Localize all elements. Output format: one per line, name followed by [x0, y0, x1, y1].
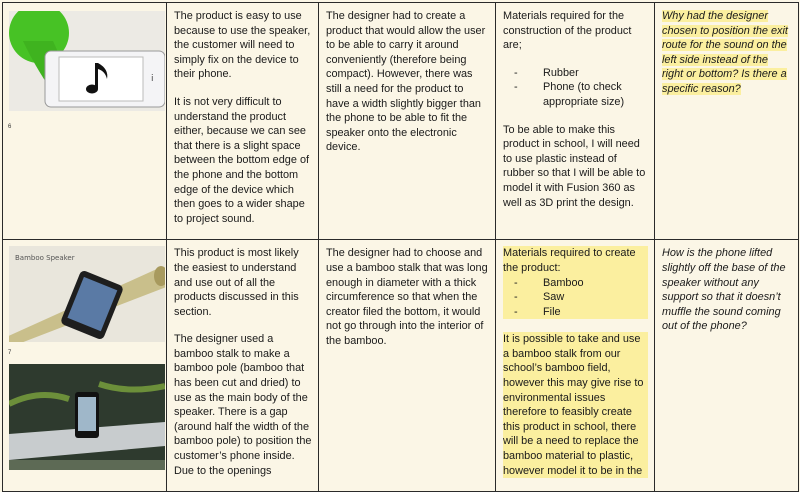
product-photo: [9, 364, 165, 470]
svg-text:i: i: [151, 74, 154, 84]
cell-text: The designer had to choose and use a bamboo stalk that was long enough in diameter with a thick circumference so that when the creator filed the bottom, it would not go through into the interior of the bamboo.: [326, 247, 488, 347]
materials-cell: [496, 240, 655, 492]
cell-text: The designer had to create a product that would allow the user to be able to carry it around conveniently (therefore being compact). However, there was still a need for the product to have a width slightly bigger than the phone to be able to fit the speaker onto the electronic device.: [326, 10, 486, 154]
materials-note: To be able to make this product in school, I will need to use plastic instead of rubber so that I will be able to model it with Fusion 360 as well as 3D print the design.: [503, 123, 646, 209]
table-row: [3, 3, 799, 240]
product-image-cell: [3, 240, 167, 492]
design-cell: [319, 240, 496, 492]
materials-intro: Materials required for the construction of the product are;: [503, 10, 632, 52]
list-item: - Bamboo: [503, 276, 648, 291]
materials-intro: Materials required to create the product:: [503, 246, 648, 275]
question-cell: [655, 3, 799, 240]
question-cell: [655, 240, 799, 492]
table-row: [3, 240, 799, 492]
question-text: How is the phone lifted slightly off the base of the speaker without any support so that it doesn’t muffle the sound coming out of the phone?: [662, 247, 786, 333]
product-photo: [9, 246, 165, 342]
materials-list: [503, 66, 648, 110]
analysis-table: [2, 2, 799, 492]
product-photo: [9, 11, 165, 111]
list-item: - Saw: [503, 290, 648, 305]
row-number: 7: [8, 350, 12, 357]
cell-text: It is not very difficult to understand the product either, because we can see that there is a slight space between the bottom edge of the phone and the bottom edge of the device which then goes to a wider shape to project sound.: [174, 95, 310, 225]
usability-cell: [167, 240, 319, 492]
materials-list: [503, 276, 648, 320]
cell-text: The product is easy to use because to use the speaker, the customer will need to simply fix on the device to their phone.: [174, 10, 311, 81]
cell-text: This product is most likely the easiest to understand and use out of all the products discussed in this section.: [174, 247, 299, 318]
list-item: - File: [503, 305, 648, 320]
logo-text: Bamboo Speaker: [15, 254, 75, 263]
list-item: - Phone (to check appropriate size): [503, 80, 648, 109]
list-item: - Rubber: [503, 66, 648, 81]
question-text: Why had the designer chosen to position the exit route for the sound on the left side instead of the right or bottom? Is there a specific reason?: [662, 10, 788, 95]
product-image-cell: [3, 3, 167, 240]
materials-cell: [496, 3, 655, 240]
row-number: 6: [8, 124, 12, 130]
cell-text: The designer used a bamboo stalk to make a bamboo pole (bamboo that has been cut and dried) to use as the main body of the speaker. There is a gap (around half the width of the bamboo pole) to position the customer’s phone inside. Due to the openings: [174, 333, 312, 477]
design-cell: [319, 3, 496, 240]
materials-note: It is possible to take and use a bamboo stalk from our school’s bamboo field, however this may give rise to environmental issues therefore to feasibly create this product in school, there will be a need to replace the bamboo material to plastic, however model it to be in the: [503, 332, 648, 478]
usability-cell: [167, 3, 319, 240]
